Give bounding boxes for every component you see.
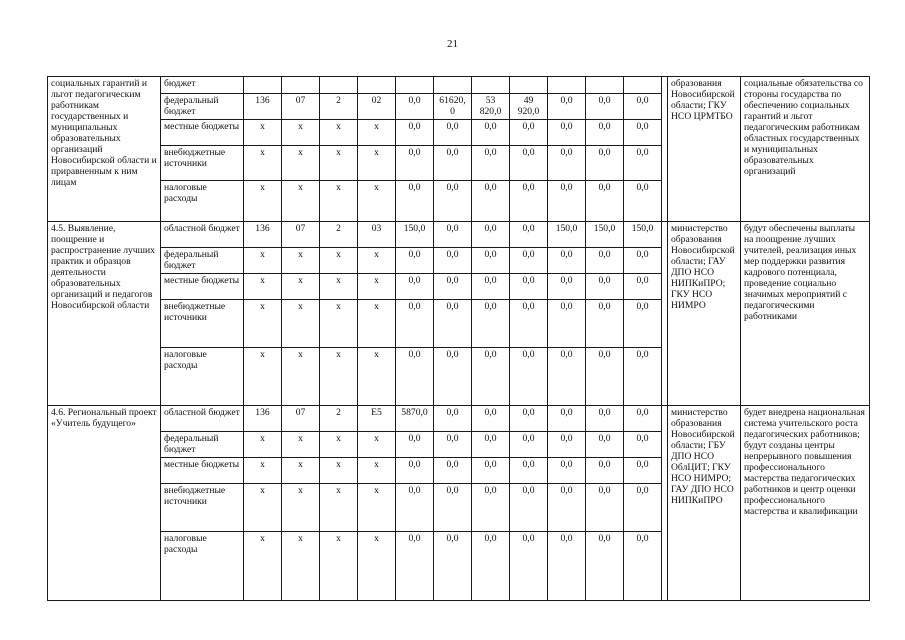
value-cell: 0,0 bbox=[434, 146, 472, 181]
value-cell: 0,0 bbox=[510, 146, 548, 181]
funding-source-cell: внебюджетные источники bbox=[161, 484, 244, 532]
value-cell: 0,0 bbox=[396, 248, 434, 274]
value-cell: x bbox=[282, 120, 320, 146]
value-cell: x bbox=[244, 432, 282, 458]
value-cell: 0,0 bbox=[472, 532, 510, 601]
value-cell: x bbox=[358, 484, 396, 532]
value-cell: 150,0 bbox=[624, 222, 662, 248]
value-cell bbox=[548, 77, 586, 94]
result-cell: социальные обязательства со стороны государства по обеспечению социальных гарантий и льгот педагогическим работникам областных государственных и муниципальных образовательных организаций bbox=[741, 77, 870, 222]
value-cell: 0,0 bbox=[624, 300, 662, 348]
funding-source-cell: внебюджетные источники bbox=[161, 146, 244, 181]
value-cell: 0,0 bbox=[510, 458, 548, 484]
value-cell bbox=[472, 77, 510, 94]
value-cell: 0,0 bbox=[434, 432, 472, 458]
value-cell: 61620,0 bbox=[434, 94, 472, 120]
value-cell: 0,0 bbox=[510, 406, 548, 432]
value-cell: 0,0 bbox=[472, 484, 510, 532]
value-cell: 0,0 bbox=[548, 458, 586, 484]
value-cell bbox=[396, 77, 434, 94]
value-cell bbox=[244, 77, 282, 94]
value-cell: x bbox=[244, 458, 282, 484]
value-cell: 0,0 bbox=[472, 274, 510, 300]
value-cell: 0,0 bbox=[624, 94, 662, 120]
executor-cell: министерство образования Новосибирской области; ГАУ ДПО НСО НИПКиПРО; ГКУ НСО НИМРО bbox=[668, 222, 741, 406]
value-cell: 0,0 bbox=[548, 484, 586, 532]
value-cell bbox=[282, 77, 320, 94]
executor-cell: образования Новосибирской области; ГКУ НСО ЦРМТБО bbox=[668, 77, 741, 222]
value-cell: 49 920,0 bbox=[510, 94, 548, 120]
value-cell: x bbox=[244, 300, 282, 348]
funding-source-cell: местные бюджеты bbox=[161, 120, 244, 146]
value-cell bbox=[586, 77, 624, 94]
value-cell: x bbox=[282, 300, 320, 348]
value-cell: 0,0 bbox=[434, 181, 472, 222]
value-cell: 07 bbox=[282, 94, 320, 120]
value-cell: 0,0 bbox=[624, 146, 662, 181]
value-cell: x bbox=[244, 484, 282, 532]
value-cell: 0,0 bbox=[510, 484, 548, 532]
funding-source-cell: областной бюджет bbox=[161, 406, 244, 432]
value-cell: 0,0 bbox=[434, 274, 472, 300]
value-cell bbox=[320, 77, 358, 94]
value-cell: 0,0 bbox=[472, 222, 510, 248]
value-cell: 0,0 bbox=[434, 120, 472, 146]
value-cell: 0,0 bbox=[624, 406, 662, 432]
value-cell: 0,0 bbox=[396, 146, 434, 181]
value-cell: 136 bbox=[244, 406, 282, 432]
value-cell: 0,0 bbox=[396, 94, 434, 120]
value-cell: 0,0 bbox=[548, 181, 586, 222]
measure-cell: 4.5. Выявление, поощрение и распространение лучших практик и образцов деятельности образовательных организаций и педагогов Новосибирской области bbox=[48, 222, 161, 406]
value-cell: 0,0 bbox=[624, 181, 662, 222]
value-cell: 0,0 bbox=[396, 484, 434, 532]
value-cell: 0,0 bbox=[396, 274, 434, 300]
value-cell: x bbox=[358, 458, 396, 484]
value-cell: 0,0 bbox=[434, 222, 472, 248]
value-cell: x bbox=[358, 532, 396, 601]
value-cell: x bbox=[282, 348, 320, 406]
value-cell: 0,0 bbox=[586, 406, 624, 432]
value-cell: 0,0 bbox=[624, 248, 662, 274]
funding-source-cell: федеральный бюджет bbox=[161, 248, 244, 274]
value-cell: 02 bbox=[358, 94, 396, 120]
value-cell: 53 820,0 bbox=[472, 94, 510, 120]
value-cell: 0,0 bbox=[548, 300, 586, 348]
value-cell: 0,0 bbox=[586, 120, 624, 146]
value-cell: 0,0 bbox=[396, 300, 434, 348]
value-cell: 0,0 bbox=[548, 532, 586, 601]
value-cell: 0,0 bbox=[510, 348, 548, 406]
funding-source-cell: бюджет bbox=[161, 77, 244, 94]
value-cell: x bbox=[244, 146, 282, 181]
value-cell: x bbox=[358, 181, 396, 222]
value-cell: 0,0 bbox=[396, 181, 434, 222]
value-cell: 0,0 bbox=[472, 120, 510, 146]
value-cell: x bbox=[320, 120, 358, 146]
value-cell: x bbox=[320, 248, 358, 274]
value-cell bbox=[358, 77, 396, 94]
value-cell: 0,0 bbox=[586, 348, 624, 406]
value-cell: 0,0 bbox=[586, 532, 624, 601]
value-cell bbox=[434, 77, 472, 94]
value-cell: 0,0 bbox=[510, 120, 548, 146]
page-number: 21 bbox=[447, 38, 458, 50]
funding-source-cell: федеральный бюджет bbox=[161, 94, 244, 120]
value-cell: 136 bbox=[244, 222, 282, 248]
funding-source-cell: налоговые расходы bbox=[161, 181, 244, 222]
value-cell: 0,0 bbox=[548, 406, 586, 432]
value-cell: 0,0 bbox=[624, 458, 662, 484]
value-cell: x bbox=[320, 274, 358, 300]
value-cell: 03 bbox=[358, 222, 396, 248]
measure-cell: 4.6. Региональный проект «Учитель будущего» bbox=[48, 406, 161, 601]
value-cell: 0,0 bbox=[434, 406, 472, 432]
value-cell: 2 bbox=[320, 406, 358, 432]
value-cell: x bbox=[358, 146, 396, 181]
budget-table bbox=[47, 76, 870, 601]
value-cell: 0,0 bbox=[586, 274, 624, 300]
value-cell: 0,0 bbox=[586, 181, 624, 222]
value-cell: 0,0 bbox=[434, 458, 472, 484]
value-cell: x bbox=[320, 348, 358, 406]
value-cell: x bbox=[282, 248, 320, 274]
value-cell: 0,0 bbox=[472, 181, 510, 222]
value-cell: x bbox=[358, 120, 396, 146]
value-cell: x bbox=[244, 274, 282, 300]
value-cell: 0,0 bbox=[510, 532, 548, 601]
value-cell: 0,0 bbox=[586, 300, 624, 348]
value-cell: 0,0 bbox=[548, 94, 586, 120]
value-cell: 0,0 bbox=[472, 300, 510, 348]
value-cell: 0,0 bbox=[396, 348, 434, 406]
value-cell: x bbox=[358, 348, 396, 406]
value-cell: 0,0 bbox=[510, 300, 548, 348]
value-cell: 0,0 bbox=[472, 458, 510, 484]
value-cell: 0,0 bbox=[586, 432, 624, 458]
value-cell: 0,0 bbox=[396, 532, 434, 601]
value-cell: x bbox=[282, 532, 320, 601]
value-cell: 2 bbox=[320, 94, 358, 120]
value-cell: 0,0 bbox=[548, 348, 586, 406]
value-cell: 150,0 bbox=[396, 222, 434, 248]
value-cell: 0,0 bbox=[434, 532, 472, 601]
value-cell bbox=[624, 77, 662, 94]
value-cell: 0,0 bbox=[472, 248, 510, 274]
measure-cell: социальных гарантий и льгот педагогическим работникам государственных и муниципальных образовательных организаций Новосибирской области и приравненным к ним лицам bbox=[48, 77, 161, 222]
value-cell: 2 bbox=[320, 222, 358, 248]
value-cell: x bbox=[282, 274, 320, 300]
value-cell: 0,0 bbox=[624, 348, 662, 406]
value-cell: 0,0 bbox=[434, 300, 472, 348]
value-cell: 0,0 bbox=[396, 432, 434, 458]
table-row bbox=[48, 222, 870, 248]
executor-cell: министерство образования Новосибирской области; ГБУ ДПО НСО ОблЦИТ; ГКУ НСО НИМРО; ГАУ ДПО НСО НИПКиПРО bbox=[668, 406, 741, 601]
result-cell: будет внедрена национальная система учительского роста педагогических работников; будут созданы центры непрерывного повышения профессионального мастерства педагогических работников и центр оценки профессионального мастерства и квалификации bbox=[741, 406, 870, 601]
value-cell: x bbox=[244, 532, 282, 601]
value-cell: 0,0 bbox=[624, 120, 662, 146]
result-cell: будут обеспечены выплаты на поощрение лучших учителей, реализация иных мер поддержки развития кадрового потенциала, проведение социально значимых мероприятий с педагогическими работниками bbox=[741, 222, 870, 406]
value-cell: 07 bbox=[282, 222, 320, 248]
value-cell: 0,0 bbox=[510, 222, 548, 248]
funding-source-cell: налоговые расходы bbox=[161, 532, 244, 601]
table-row bbox=[48, 77, 870, 94]
value-cell: x bbox=[320, 146, 358, 181]
value-cell: x bbox=[358, 248, 396, 274]
value-cell: x bbox=[320, 300, 358, 348]
funding-source-cell: местные бюджеты bbox=[161, 274, 244, 300]
value-cell: x bbox=[282, 484, 320, 532]
value-cell: E5 bbox=[358, 406, 396, 432]
funding-source-cell: налоговые расходы bbox=[161, 348, 244, 406]
value-cell: 0,0 bbox=[434, 348, 472, 406]
value-cell: x bbox=[244, 348, 282, 406]
value-cell: 0,0 bbox=[624, 274, 662, 300]
value-cell: 150,0 bbox=[548, 222, 586, 248]
value-cell: x bbox=[320, 181, 358, 222]
value-cell: x bbox=[358, 432, 396, 458]
value-cell: 0,0 bbox=[548, 274, 586, 300]
value-cell: x bbox=[320, 484, 358, 532]
value-cell: 0,0 bbox=[510, 274, 548, 300]
value-cell: x bbox=[320, 532, 358, 601]
value-cell: 0,0 bbox=[510, 432, 548, 458]
value-cell: 136 bbox=[244, 94, 282, 120]
value-cell: 0,0 bbox=[586, 94, 624, 120]
value-cell: 0,0 bbox=[586, 146, 624, 181]
value-cell: x bbox=[320, 458, 358, 484]
funding-source-cell: областной бюджет bbox=[161, 222, 244, 248]
value-cell: 0,0 bbox=[434, 248, 472, 274]
value-cell: 0,0 bbox=[472, 432, 510, 458]
value-cell: 0,0 bbox=[548, 120, 586, 146]
value-cell: 0,0 bbox=[586, 248, 624, 274]
value-cell: 0,0 bbox=[396, 458, 434, 484]
value-cell: 0,0 bbox=[510, 248, 548, 274]
value-cell: x bbox=[244, 181, 282, 222]
value-cell: 0,0 bbox=[472, 406, 510, 432]
funding-source-cell: местные бюджеты bbox=[161, 458, 244, 484]
funding-source-cell: внебюджетные источники bbox=[161, 300, 244, 348]
value-cell: 0,0 bbox=[548, 146, 586, 181]
value-cell: 0,0 bbox=[624, 484, 662, 532]
value-cell: 0,0 bbox=[472, 146, 510, 181]
funding-source-cell: федеральный бюджет bbox=[161, 432, 244, 458]
value-cell: 0,0 bbox=[586, 458, 624, 484]
value-cell: 0,0 bbox=[396, 120, 434, 146]
value-cell: x bbox=[282, 146, 320, 181]
value-cell: 0,0 bbox=[548, 432, 586, 458]
value-cell: 0,0 bbox=[434, 484, 472, 532]
value-cell bbox=[510, 77, 548, 94]
value-cell: 5870,0 bbox=[396, 406, 434, 432]
value-cell: 0,0 bbox=[472, 348, 510, 406]
value-cell: 07 bbox=[282, 406, 320, 432]
value-cell: 150,0 bbox=[586, 222, 624, 248]
value-cell: 0,0 bbox=[624, 432, 662, 458]
value-cell: x bbox=[244, 248, 282, 274]
value-cell: 0,0 bbox=[586, 484, 624, 532]
value-cell: x bbox=[282, 181, 320, 222]
value-cell: x bbox=[320, 432, 358, 458]
value-cell: x bbox=[358, 274, 396, 300]
value-cell: 0,0 bbox=[510, 181, 548, 222]
value-cell: x bbox=[358, 300, 396, 348]
table-row bbox=[48, 406, 870, 432]
value-cell: 0,0 bbox=[624, 532, 662, 601]
value-cell: 0,0 bbox=[548, 248, 586, 274]
value-cell: x bbox=[244, 120, 282, 146]
value-cell: x bbox=[282, 432, 320, 458]
value-cell: x bbox=[282, 458, 320, 484]
